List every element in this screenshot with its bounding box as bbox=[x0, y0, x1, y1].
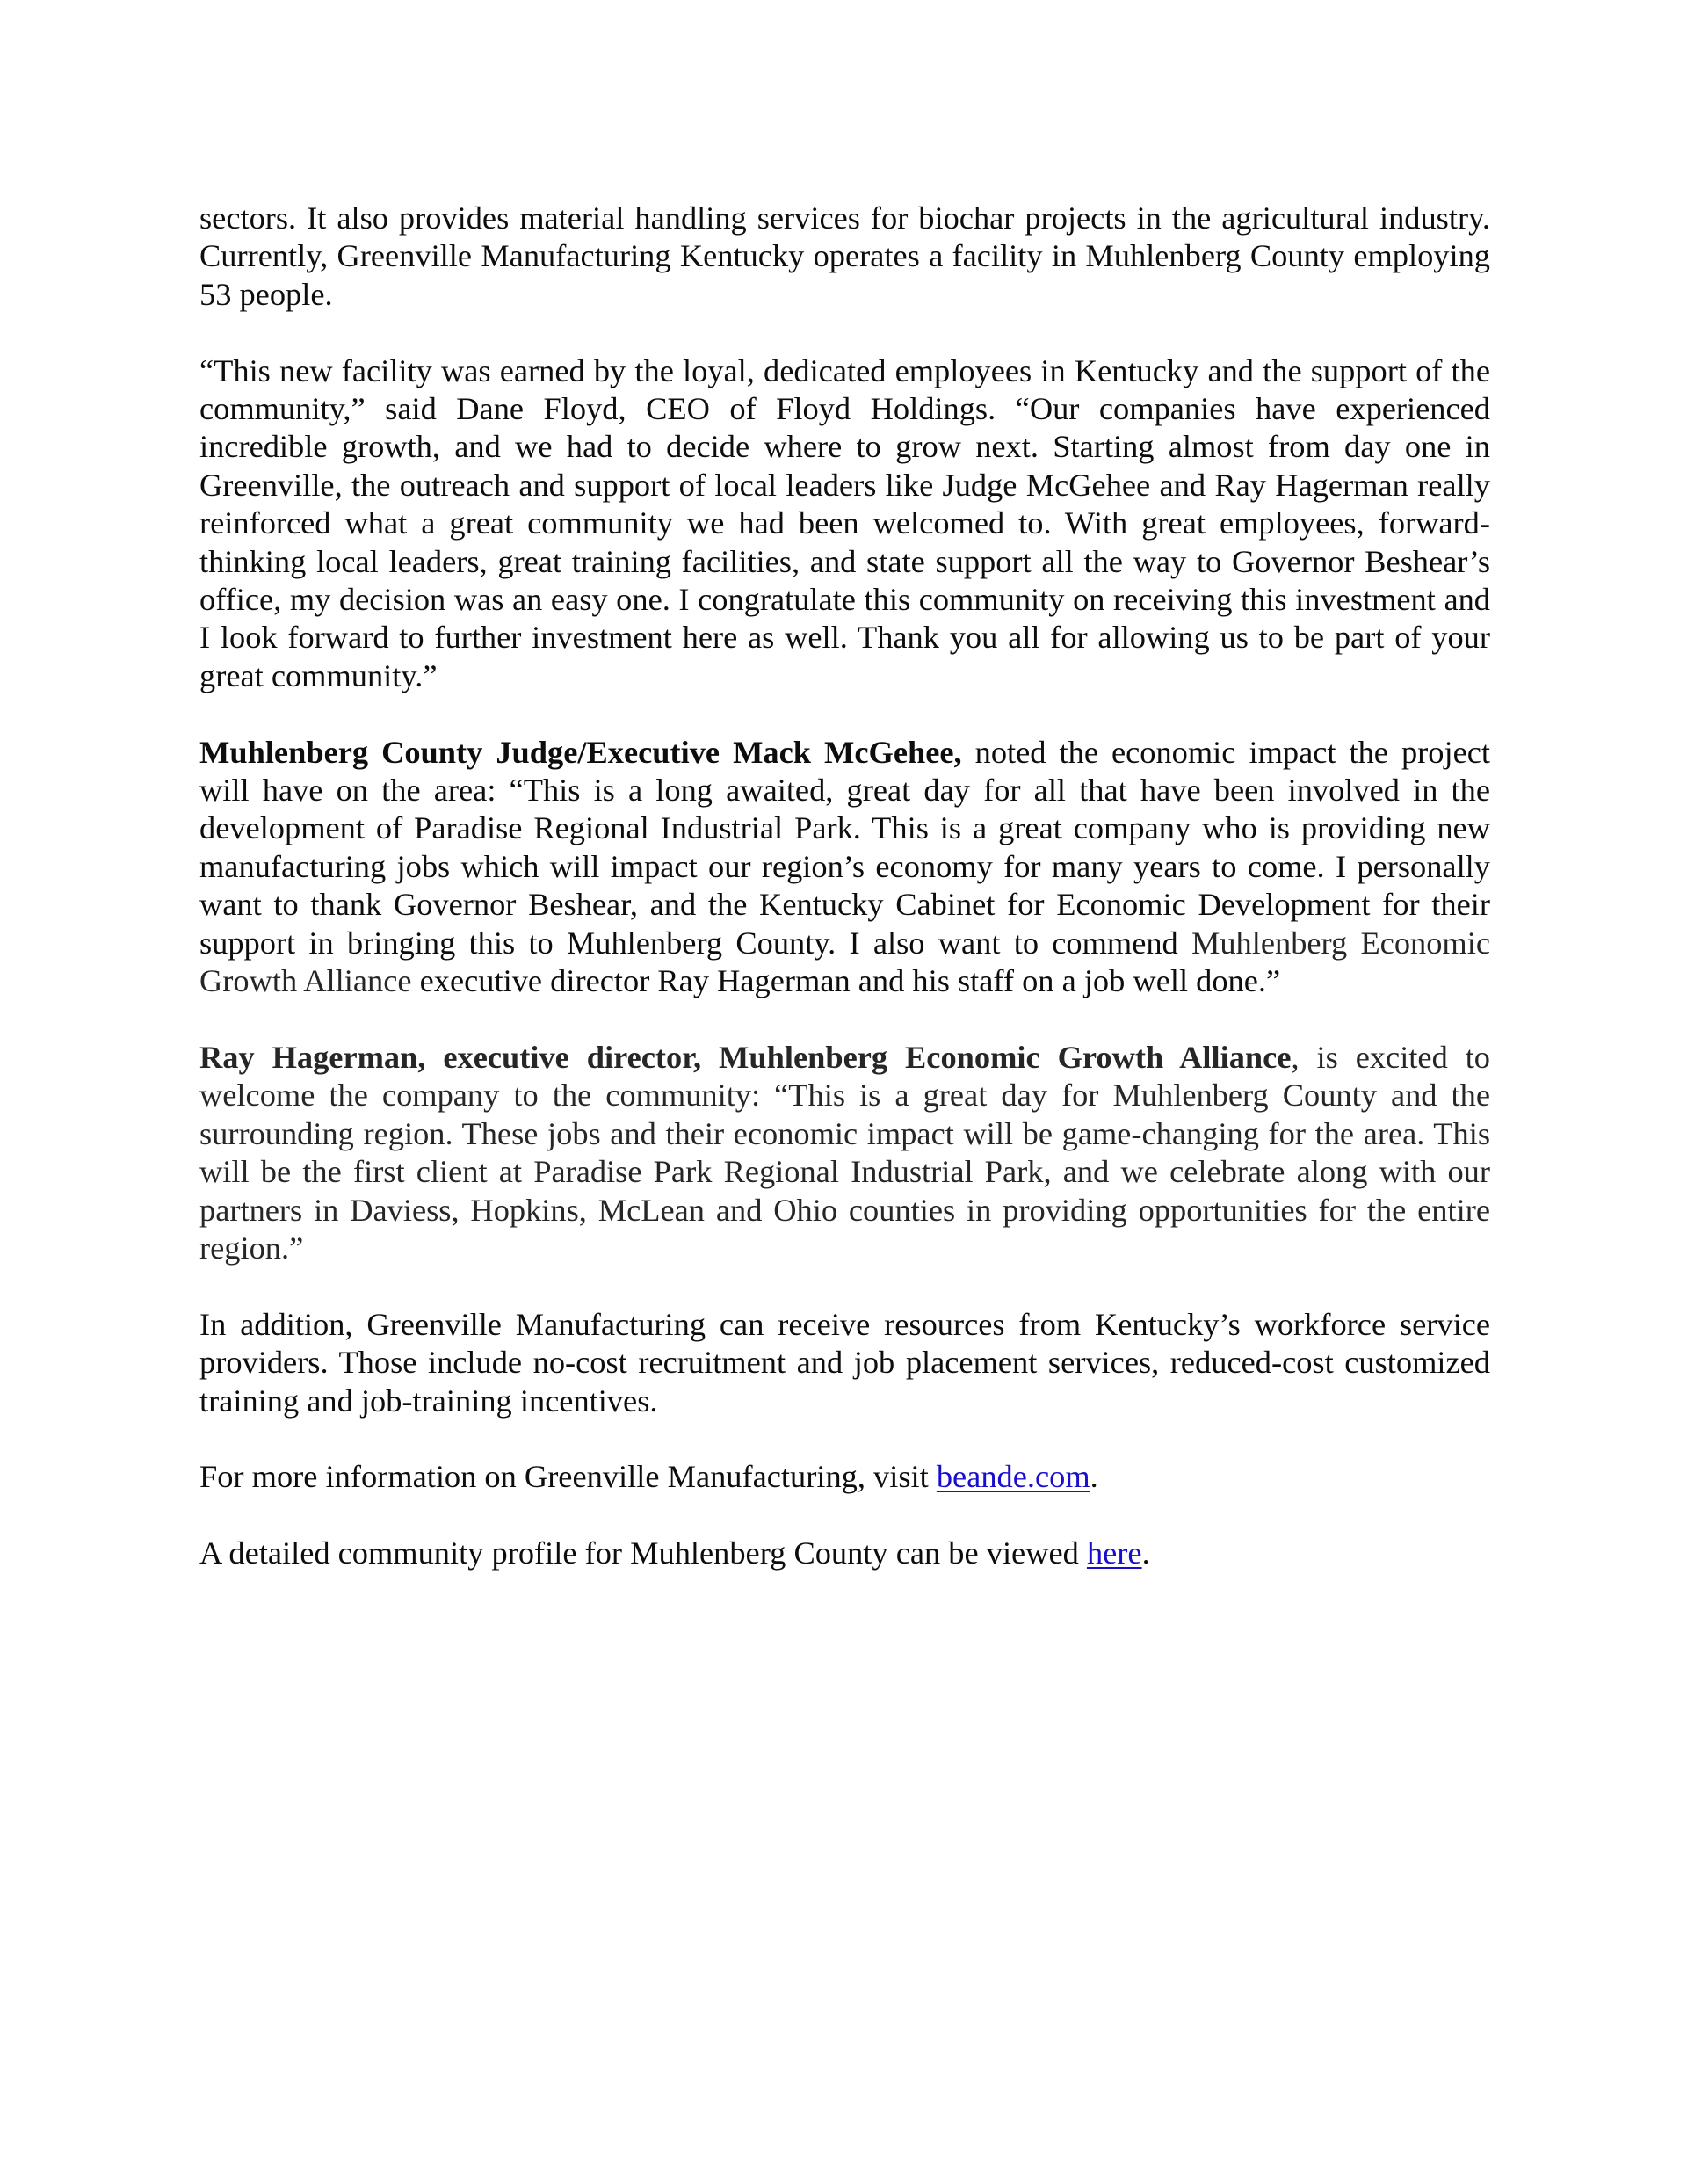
paragraph-director-quote bbox=[199, 1039, 1490, 1267]
document-page bbox=[199, 200, 1490, 1611]
paragraph-company-overview bbox=[199, 200, 1490, 314]
paragraph-text: , is excited to welcome the company to the community: “This is a great day for Muhlenberg County and the surrounding region. These jobs and their economic impact will be game-changing for the area. This will be the first client at Paradise Park Regional Industrial Park, and we celebrate along with our partners in Daviess, Hopkins, McLean and Ohio counties in providing opportunities for the entire region.” bbox=[199, 1039, 1490, 1266]
paragraph-workforce-resources bbox=[199, 1306, 1490, 1420]
paragraph-judge-quote bbox=[199, 734, 1490, 1001]
paragraph-community-profile bbox=[199, 1535, 1490, 1572]
paragraph-text: For more information on Greenville Manufacturing, visit bbox=[199, 1459, 937, 1495]
company-website-link[interactable]: beande.com bbox=[936, 1459, 1090, 1495]
community-profile-link[interactable]: here bbox=[1086, 1535, 1142, 1571]
paragraph-text: executive director Ray Hagerman and his staff on a job well done.” bbox=[411, 963, 1281, 999]
speaker-name-bold: Ray Hagerman, executive director, Muhlenberg Economic Growth Alliance bbox=[199, 1039, 1292, 1075]
paragraph-more-info bbox=[199, 1458, 1490, 1496]
paragraph-text: . bbox=[1090, 1459, 1098, 1495]
paragraph-text: “This new facility was earned by the loyal, dedicated employees in Kentucky and the support of the community,” said Dane Floyd, CEO of Floyd Holdings. “Our companies have experienced incredible growth, and we had to decide where to grow next. Starting almost from day one in Greenville, the outreach and support of local leaders like Judge McGehee and Ray Hagerman really reinforced what a great community we had been welcomed to. With great employees, forward-thinking local leaders, great training facilities, and state support all the way to Governor Beshear’s office, my decision was an easy one. I congratulate this community on receiving this investment and I look forward to further investment here as well. Thank you all for allowing us to be part of your great community.” bbox=[199, 352, 1490, 693]
paragraph-text: noted the economic impact the project will have on the area: “This is a long awaited, great day for all that have been involved in the development of Paradise Regional Industrial Park. This is a great company who is providing new manufacturing jobs which will impact our region’s economy for many years to come. I personally want to thank Governor Beshear, and the Kentucky Cabinet for Economic Development for their support in bringing this to Muhlenberg County. I also want to commend bbox=[199, 734, 1491, 961]
paragraph-text: . bbox=[1141, 1535, 1150, 1571]
speaker-name-bold: Muhlenberg County Judge/Executive Mack McGehee, bbox=[199, 734, 962, 770]
organization-name: Muhlenberg Economic Growth Alliance bbox=[199, 925, 1490, 999]
paragraph-text: sectors. It also provides material handling services for biochar projects in the agricultural industry. Currently, Greenville Manufacturing Kentucky operates a facility in Muhlenberg County employing 53 people. bbox=[199, 200, 1490, 312]
paragraph-text: In addition, Greenville Manufacturing can receive resources from Kentucky’s workforce service providers. Those include no-cost recruitment and job placement services, reduced-cost customized training and job-training incentives. bbox=[199, 1306, 1490, 1419]
paragraph-ceo-quote bbox=[199, 352, 1490, 696]
paragraph-text: A detailed community profile for Muhlenberg County can be viewed bbox=[199, 1535, 1087, 1571]
